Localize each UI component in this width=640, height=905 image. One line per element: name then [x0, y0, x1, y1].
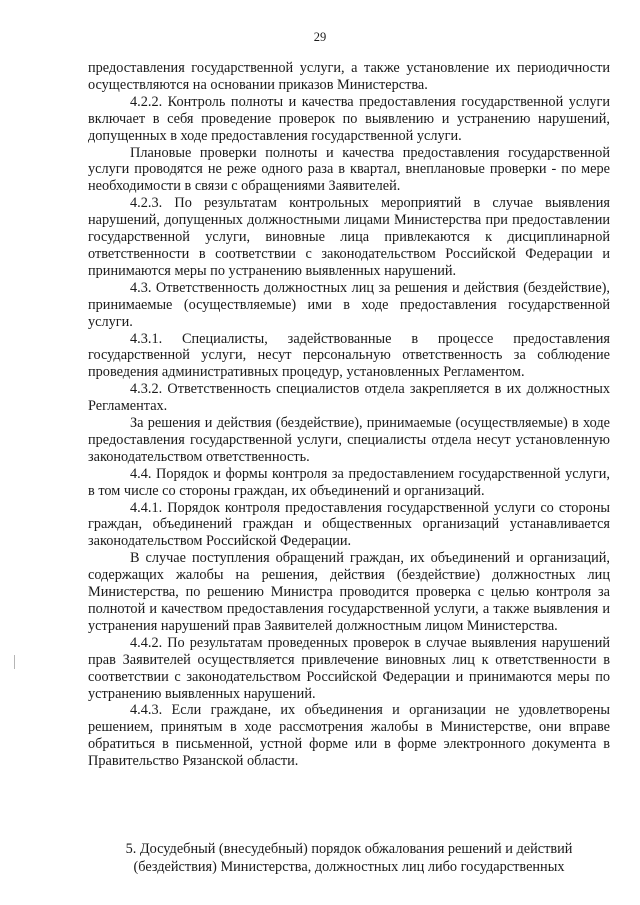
- paragraph-4-2-2: 4.2.2. Контроль полноты и качества предоставления государственной услуги включает в себя проведение проверок по выявлению и устранению нарушений, допущенных в ходе предоставления государственной услуги.: [88, 93, 610, 144]
- paragraph-complaints: В случае поступления обращений граждан, их объединений и организаций, содержащих жалобы на решения, действия (бездействие) должностных лиц Министерства, по решению Министра проводится проверка с целью контроля за полнотой и качеством предоставления государственной услуги, а также выявления и устранения нарушений прав Заявителей должностным лицом Министерства.: [88, 550, 610, 634]
- paragraph-4-4: 4.4. Порядок и формы контроля за предоставлением государственной услуги, в том числе со стороны граждан, их объединений и организаций.: [88, 465, 610, 499]
- paragraph-planned-checks: Плановые проверки полноты и качества предоставления государственной услуги проводятся не реже одного раза в квартал, внеплановые проверки - по мере необходимости в связи с обращениями Заявителей.: [88, 144, 610, 195]
- paragraph-continuation: предоставления государственной услуги, а также установление их периодичности осуществляются на основании приказов Министерства.: [88, 60, 610, 93]
- paragraph-4-3-2: 4.3.2. Ответственность специалистов отдела закрепляется в их должностных Регламентах.: [88, 381, 610, 415]
- paragraph-4-2-3: 4.2.3. По результатам контрольных мероприятий в случае выявления нарушений, допущенных должностными лицами Министерства при предоставлении государственной услуги, виновные лица привлекаются к дисциплинарной ответственности в соответствии с законодательством Российской Федерации и принимаются меры по устранению выявленных нарушений.: [88, 195, 610, 279]
- paragraph-4-3: 4.3. Ответственность должностных лиц за решения и действия (бездействие), принимаемые (осуществляемые) ими в ходе предоставления государственной услуги.: [88, 279, 610, 330]
- paragraph-4-3-1: 4.3.1. Специалисты, задействованные в процессе предоставления государственной услуги, несут персональную ответственность за соблюдение проведения административных процедур, установленных Регламентом.: [88, 330, 610, 381]
- paragraph-4-4-2: 4.4.2. По результатам проведенных проверок в случае выявления нарушений прав Заявителей осуществляется привлечение виновных лиц к ответственности в соответствии с законодательством Российской Федерации и принимаются меры по устранению выявленных нарушений.: [88, 634, 610, 702]
- body-text: [88, 60, 610, 770]
- page-number: 29: [313, 30, 327, 44]
- margin-mark: [14, 655, 15, 669]
- paragraph-4-4-3: 4.4.3. Если граждане, их объединения и организации не удовлетворены решением, принятым в ходе рассмотрения жалобы в Министерстве, они вправе обратиться в письменной, устной форме или в форме электронного документа в Правительство Рязанской области.: [88, 702, 610, 770]
- section-heading: 5. Досудебный (внесудебный) порядок обжалования решений и действий (бездействия) Министерства, должностных лиц либо государственных: [125, 841, 573, 875]
- paragraph-responsibility: За решения и действия (бездействие), принимаемые (осуществляемые) в ходе предоставления государственной услуги, специалисты отдела несут установленную законодательством ответственность.: [88, 415, 610, 465]
- paragraph-4-4-1: 4.4.1. Порядок контроля предоставления государственной услуги со стороны граждан, объединений граждан и общественных организаций устанавливается законодательством Российской Федерации.: [88, 499, 610, 550]
